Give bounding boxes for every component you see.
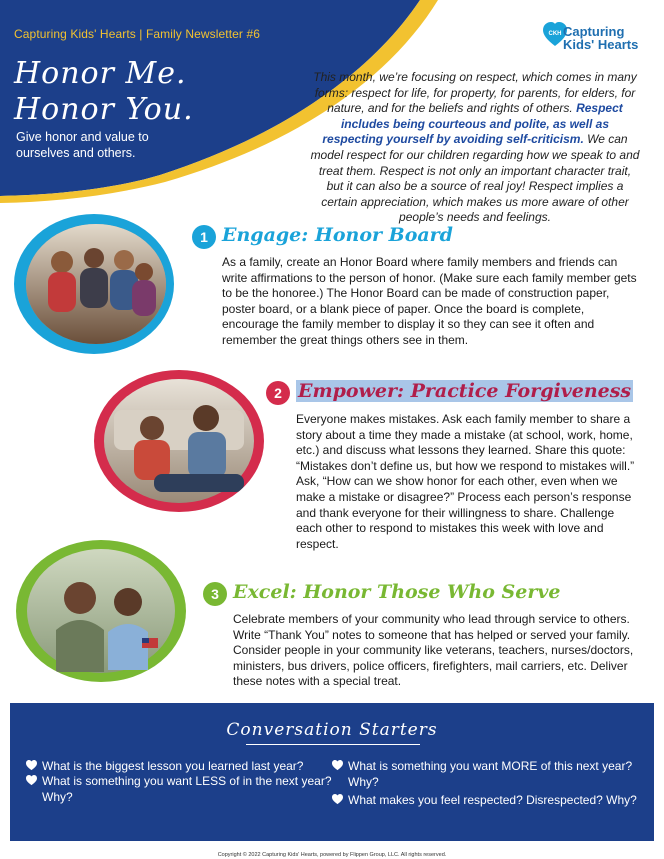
section-3-body: Celebrate members of your community who lead through service to others. Write “Thank You” notes to someone that has helped or served your family. Consider people in your community like veterans, teachers, nurses/doctors, ministers, bus drivers, police officers, firefighters, mail carriers, etc. Deliver these notes with a special treat.	[233, 612, 634, 689]
question-1	[26, 759, 342, 775]
question-4	[332, 793, 638, 809]
conversation-title-underline	[246, 744, 420, 745]
heart-icon	[332, 760, 343, 771]
heart-icon	[26, 775, 37, 786]
section-2-title: Empower: Practice Forgiveness	[298, 380, 632, 402]
question-2	[26, 774, 332, 805]
intro-paragraph	[310, 70, 640, 226]
question-3	[332, 759, 658, 790]
conversation-title: Conversation Starters	[226, 720, 438, 740]
title-line-2: Honor You.	[14, 92, 194, 127]
section-1-title: Engage: Honor Board	[222, 224, 453, 246]
intro-part-2: We can model respect for our children regarding how we speak to and treat them. Respect is not only an important character trait, but it can also be a source of real joy! Respect implies a certain appreciation, which makes us more aware of other people’s needs and feelings.	[310, 132, 640, 225]
heart-icon	[332, 794, 343, 805]
section-3-number-badge: 3	[203, 582, 227, 606]
intro-part-1: This month, we’re focusing on respect, which comes in many forms: respect for life, for property, for parents, for elders, for nature, and for the beliefs and rights of others.	[313, 70, 637, 116]
section-2-number-badge: 2	[266, 381, 290, 405]
section-3-title: Excel: Honor Those Who Serve	[233, 581, 561, 603]
title-line-1: Honor Me.	[14, 56, 187, 91]
logo-monogram: CKH	[548, 31, 562, 37]
logo-text-line-1: Capturing	[563, 24, 625, 39]
logo-text-line-2: Kids' Hearts	[563, 37, 639, 52]
question-2-text: What is something you want LESS of in the next year? Why?	[42, 774, 332, 804]
section-2-photo	[94, 370, 264, 512]
copyright-footer: Copyright © 2022 Capturing Kids' Hearts, powered by Flippen Group, LLC. All rights reserved.	[217, 852, 447, 858]
section-3-photo	[16, 540, 186, 682]
heart-icon	[26, 760, 37, 771]
question-1-text: What is the biggest lesson you learned last year?	[42, 759, 304, 773]
question-3-text: What is something you want MORE of this next year? Why?	[348, 759, 633, 789]
question-4-text: What makes you feel respected? Disrespected? Why?	[348, 793, 637, 807]
newsletter-series: Capturing Kids' Hearts | Family Newsletter #6	[14, 27, 260, 41]
intro-highlight: Respect includes being courteous and polite, as well as respecting yourself by avoiding self-criticism.	[322, 101, 623, 147]
subtitle: Give honor and value to ourselves and others.	[16, 130, 149, 160]
section-1-photo	[14, 214, 174, 354]
section-1-body: As a family, create an Honor Board where family members and friends can write affirmations to the person of honor. (Make sure each family member gets to be the honoree.) The Honor Board can be made of construction paper, poster board, or a blank piece of paper. Once the board is complete, encourage the family member to display it so they can see it often and remember the great things others see in them.	[222, 255, 637, 347]
section-1-number-badge: 1	[192, 225, 216, 249]
section-2-body: Everyone makes mistakes. Ask each family member to share a story about a time they made a mistake (at school, work, home, etc.) and discuss what lessons they learned. Share this quote: “Mistakes don’t define us, but how we respond to mistakes will.” Ask, “How can we show honor for each other, even when we make a mistake or disagree?” Process each person’s response and thank everyone for their willingness to share. Challenge each other to respond to mistakes this week with love and respect.	[296, 412, 635, 551]
